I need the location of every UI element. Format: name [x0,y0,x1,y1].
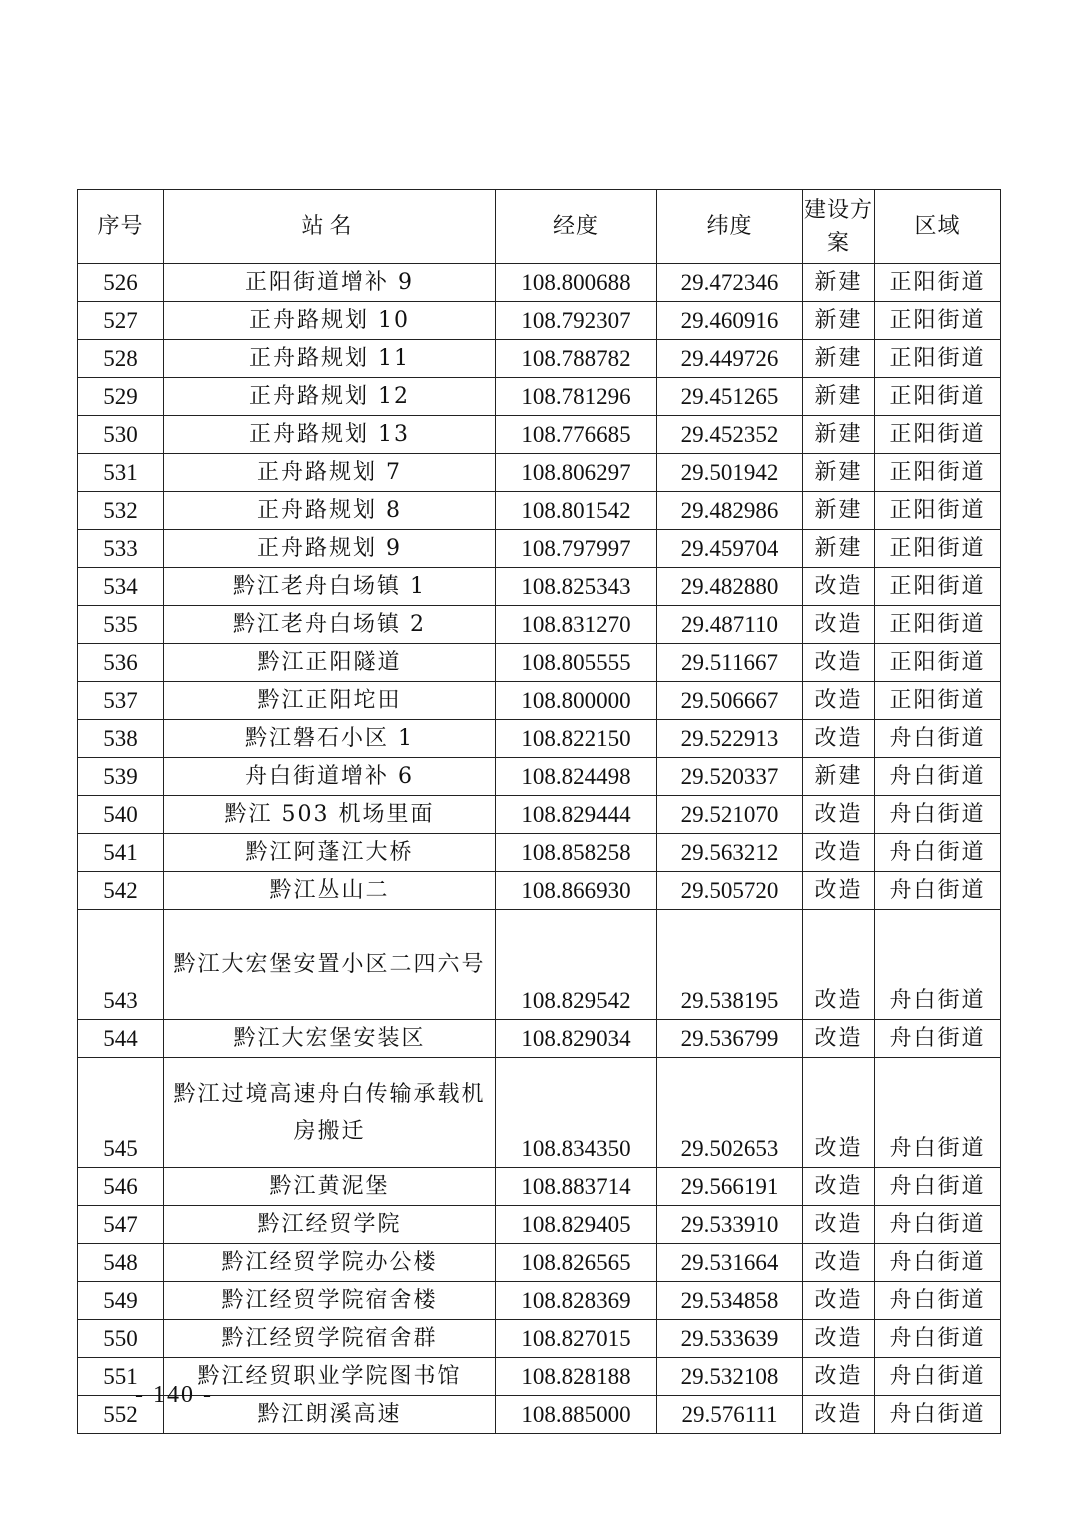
row-index: 552 [78,1396,164,1434]
longitude: 108.829405 [496,1206,657,1244]
row-index: 537 [78,682,164,720]
table-row [78,910,1001,1020]
table-row [78,416,1001,454]
longitude: 108.826565 [496,1244,657,1282]
region: 舟白街道 [875,1244,1001,1282]
region: 舟白街道 [875,720,1001,758]
region: 舟白街道 [875,1358,1001,1396]
header-index: 序号 [78,190,164,264]
table-row [78,378,1001,416]
construction-plan: 改造 [803,1206,875,1244]
longitude: 108.781296 [496,378,657,416]
header-longitude: 经度 [496,190,657,264]
region: 正阳街道 [875,530,1001,568]
table-row [78,758,1001,796]
region: 舟白街道 [875,1206,1001,1244]
region: 舟白街道 [875,1282,1001,1320]
construction-plan: 新建 [803,492,875,530]
longitude: 108.866930 [496,872,657,910]
construction-plan: 改造 [803,834,875,872]
table-row [78,568,1001,606]
longitude: 108.829444 [496,796,657,834]
table-row [78,1396,1001,1434]
station-name: 正阳街道增补 9 [164,264,496,302]
row-index: 551 [78,1358,164,1396]
construction-plan: 改造 [803,1058,875,1168]
station-name: 黔江经贸职业学院图书馆 [164,1358,496,1396]
row-index: 529 [78,378,164,416]
latitude: 29.449726 [657,340,803,378]
construction-plan: 改造 [803,796,875,834]
region: 舟白街道 [875,758,1001,796]
table-row [78,1058,1001,1168]
region: 舟白街道 [875,872,1001,910]
table-row [78,1358,1001,1396]
station-name: 黔江磐石小区 1 [164,720,496,758]
construction-plan: 改造 [803,1244,875,1282]
page-number: - 140 - [135,1382,213,1408]
latitude: 29.536799 [657,1020,803,1058]
region: 正阳街道 [875,492,1001,530]
latitude: 29.563212 [657,834,803,872]
region: 舟白街道 [875,1396,1001,1434]
table-row [78,1282,1001,1320]
construction-plan: 改造 [803,568,875,606]
table-row [78,340,1001,378]
row-index: 541 [78,834,164,872]
longitude: 108.800000 [496,682,657,720]
construction-plan: 新建 [803,758,875,796]
table-row [78,530,1001,568]
station-name: 黔江大宏堡安置小区二四六号 [164,910,496,1020]
latitude: 29.506667 [657,682,803,720]
longitude: 108.858258 [496,834,657,872]
construction-plan: 新建 [803,416,875,454]
longitude: 108.829034 [496,1020,657,1058]
row-index: 549 [78,1282,164,1320]
longitude: 108.827015 [496,1320,657,1358]
longitude: 108.883714 [496,1168,657,1206]
latitude: 29.532108 [657,1358,803,1396]
station-name: 黔江经贸学院宿舍楼 [164,1282,496,1320]
station-name: 黔江经贸学院办公楼 [164,1244,496,1282]
row-index: 550 [78,1320,164,1358]
station-name: 黔江正阳隧道 [164,644,496,682]
row-index: 538 [78,720,164,758]
region: 正阳街道 [875,644,1001,682]
row-index: 544 [78,1020,164,1058]
region: 正阳街道 [875,302,1001,340]
latitude: 29.482880 [657,568,803,606]
latitude: 29.533910 [657,1206,803,1244]
station-name: 舟白街道增补 6 [164,758,496,796]
latitude: 29.531664 [657,1244,803,1282]
station-name: 正舟路规划 8 [164,492,496,530]
row-index: 536 [78,644,164,682]
row-index: 530 [78,416,164,454]
row-index: 532 [78,492,164,530]
region: 舟白街道 [875,1058,1001,1168]
construction-plan: 新建 [803,302,875,340]
latitude: 29.452352 [657,416,803,454]
table-row [78,682,1001,720]
region: 舟白街道 [875,910,1001,1020]
latitude: 29.460916 [657,302,803,340]
table-row [78,302,1001,340]
region: 舟白街道 [875,796,1001,834]
construction-plan: 新建 [803,454,875,492]
construction-plan: 改造 [803,910,875,1020]
construction-plan: 改造 [803,1020,875,1058]
row-index: 534 [78,568,164,606]
row-index: 535 [78,606,164,644]
station-name: 黔江经贸学院宿舍群 [164,1320,496,1358]
table-row [78,1020,1001,1058]
latitude: 29.502653 [657,1058,803,1168]
latitude: 29.472346 [657,264,803,302]
station-name: 正舟路规划 10 [164,302,496,340]
table-row [78,872,1001,910]
row-index: 528 [78,340,164,378]
longitude: 108.825343 [496,568,657,606]
construction-plan: 改造 [803,1396,875,1434]
construction-plan: 改造 [803,872,875,910]
table-row [78,1244,1001,1282]
table-row [78,720,1001,758]
latitude: 29.538195 [657,910,803,1020]
row-index: 527 [78,302,164,340]
region: 舟白街道 [875,1020,1001,1058]
construction-plan: 改造 [803,720,875,758]
header-region: 区域 [875,190,1001,264]
region: 舟白街道 [875,1168,1001,1206]
construction-plan: 改造 [803,1320,875,1358]
longitude: 108.792307 [496,302,657,340]
header-station-name: 站名 [164,190,496,264]
latitude: 29.511667 [657,644,803,682]
table-header-row [78,190,1001,264]
latitude: 29.521070 [657,796,803,834]
construction-plan: 改造 [803,1358,875,1396]
latitude: 29.501942 [657,454,803,492]
station-name: 黔江过境高速舟白传输承载机房搬迁 [164,1058,496,1168]
longitude: 108.828369 [496,1282,657,1320]
table-row [78,492,1001,530]
region: 正阳街道 [875,416,1001,454]
station-name: 黔江阿蓬江大桥 [164,834,496,872]
table-row [78,644,1001,682]
region: 正阳街道 [875,454,1001,492]
station-name: 黔江黄泥堡 [164,1168,496,1206]
region: 正阳街道 [875,682,1001,720]
table-row [78,1168,1001,1206]
longitude: 108.776685 [496,416,657,454]
longitude: 108.885000 [496,1396,657,1434]
station-name: 黔江 503 机场里面 [164,796,496,834]
station-name: 正舟路规划 9 [164,530,496,568]
table-row [78,796,1001,834]
row-index: 543 [78,910,164,1020]
station-name: 正舟路规划 13 [164,416,496,454]
latitude: 29.459704 [657,530,803,568]
construction-plan: 改造 [803,1168,875,1206]
longitude: 108.805555 [496,644,657,682]
construction-plan: 新建 [803,378,875,416]
row-index: 526 [78,264,164,302]
table-body [78,264,1001,1434]
latitude: 29.520337 [657,758,803,796]
region: 舟白街道 [875,834,1001,872]
region: 正阳街道 [875,264,1001,302]
longitude: 108.806297 [496,454,657,492]
construction-plan: 新建 [803,340,875,378]
row-index: 545 [78,1058,164,1168]
longitude: 108.828188 [496,1358,657,1396]
region: 正阳街道 [875,606,1001,644]
row-index: 531 [78,454,164,492]
station-name: 黔江丛山二 [164,872,496,910]
station-name: 正舟路规划 12 [164,378,496,416]
table-row [78,454,1001,492]
latitude: 29.505720 [657,872,803,910]
region: 正阳街道 [875,568,1001,606]
station-name: 正舟路规划 11 [164,340,496,378]
longitude: 108.829542 [496,910,657,1020]
station-table [77,189,1001,1434]
latitude: 29.482986 [657,492,803,530]
table-row [78,834,1001,872]
header-construction-plan: 建设方案 [803,190,875,264]
latitude: 29.487110 [657,606,803,644]
row-index: 548 [78,1244,164,1282]
latitude: 29.576111 [657,1396,803,1434]
region: 正阳街道 [875,340,1001,378]
longitude: 108.800688 [496,264,657,302]
table-row [78,264,1001,302]
row-index: 547 [78,1206,164,1244]
longitude: 108.801542 [496,492,657,530]
row-index: 546 [78,1168,164,1206]
longitude: 108.797997 [496,530,657,568]
construction-plan: 新建 [803,264,875,302]
construction-plan: 改造 [803,1282,875,1320]
construction-plan: 改造 [803,682,875,720]
latitude: 29.534858 [657,1282,803,1320]
table-row [78,1320,1001,1358]
table-row [78,1206,1001,1244]
longitude: 108.822150 [496,720,657,758]
station-name: 黔江老舟白场镇 2 [164,606,496,644]
station-name: 黔江正阳坨田 [164,682,496,720]
longitude: 108.831270 [496,606,657,644]
latitude: 29.451265 [657,378,803,416]
latitude: 29.533639 [657,1320,803,1358]
construction-plan: 新建 [803,530,875,568]
latitude: 29.566191 [657,1168,803,1206]
station-name: 黔江经贸学院 [164,1206,496,1244]
station-name: 正舟路规划 7 [164,454,496,492]
row-index: 533 [78,530,164,568]
longitude: 108.824498 [496,758,657,796]
station-name: 黔江老舟白场镇 1 [164,568,496,606]
row-index: 539 [78,758,164,796]
longitude: 108.834350 [496,1058,657,1168]
longitude: 108.788782 [496,340,657,378]
latitude: 29.522913 [657,720,803,758]
row-index: 542 [78,872,164,910]
region: 正阳街道 [875,378,1001,416]
station-name: 黔江朗溪高速 [164,1396,496,1434]
header-latitude: 纬度 [657,190,803,264]
row-index: 540 [78,796,164,834]
region: 舟白街道 [875,1320,1001,1358]
construction-plan: 改造 [803,606,875,644]
table-row [78,606,1001,644]
construction-plan: 改造 [803,644,875,682]
station-name: 黔江大宏堡安装区 [164,1020,496,1058]
